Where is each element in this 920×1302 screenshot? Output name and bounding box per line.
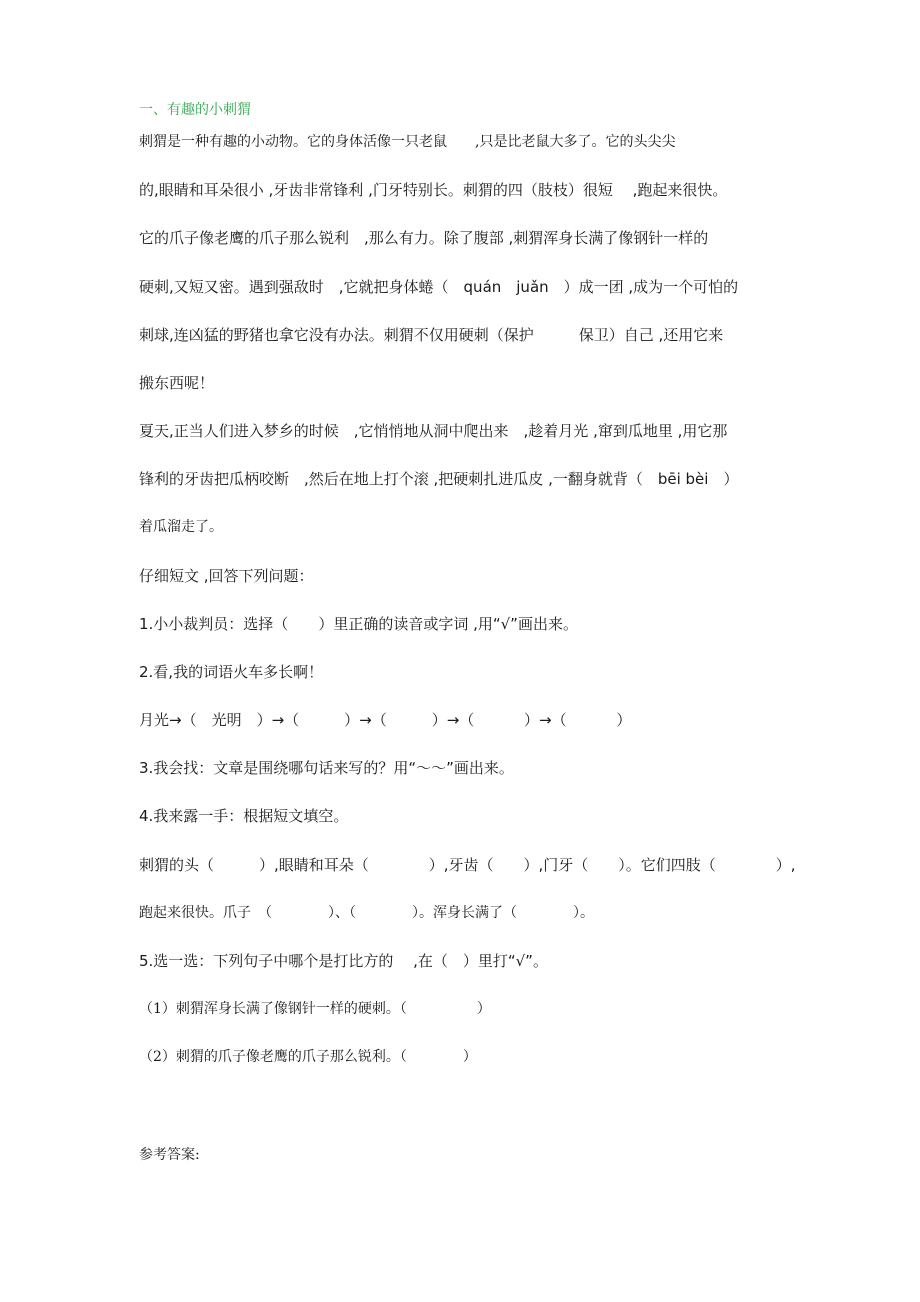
fill-blank-line: 刺猬的头（ ）,眼睛和耳朵（ ）,牙齿（ ）,门牙（ ）。它们四肢（ ）,: [139, 856, 796, 874]
fill-blank-line: 跑起来很快。爪子 （ ）、（ ）。浑身长满了（ ）。: [139, 905, 594, 921]
passage-line: 的,眼睛和耳朵很小 ,牙齿非常锋利 ,门牙特别长。刺猬的四（肢枝）很短 ,跑起来很快。: [139, 181, 728, 199]
passage-line: 锋利的牙齿把瓜柄咬断 ,然后在地上打个滚 ,把硬刺扎进瓜皮 ,一翻身就背（ bēi bèi ）: [139, 470, 739, 488]
word-chain: 月光→（ 光明 ）→（ ）→（ ）→（ ）→（ ）: [139, 711, 632, 729]
option-1: （1）刺猬浑身长满了像钢针一样的硬刺。（ ）: [139, 1001, 491, 1017]
passage-line: 着瓜溜走了。: [139, 519, 223, 535]
passage-line: 夏天,正当人们进入梦乡的时候 ,它悄悄地从洞中爬出来 ,趁着月光 ,窜到瓜地里 ,用它那: [139, 422, 728, 440]
questions-intro: 仔细短文 ,回答下列问题：: [139, 567, 314, 585]
question-4: 4.我来露一手：根据短文填空。: [139, 807, 349, 825]
passage-line: 硬刺,又短又密。遇到强敌时 ,它就把身体蜷（ quán juǎn ）成一团 ,成为一个可怕的: [139, 278, 739, 296]
answers-heading: 参考答案:: [139, 1147, 200, 1163]
passage-line: 刺球,连凶猛的野猪也拿它没有办法。刺猬不仅用硬刺（保护 保卫）自己 ,还用它来: [139, 326, 724, 344]
question-1: 1.小小裁判员：选择（ ）里正确的读音或字词 ,用“√”画出来。: [139, 615, 578, 633]
passage-line: 它的爪子像老鹰的爪子那么锐利 ,那么有力。除了腹部 ,刺猬浑身长满了像钢针一样的: [139, 229, 709, 247]
question-2: 2.看,我的词语火车多长啊！: [139, 663, 324, 681]
question-3: 3.我会找：文章是围绕哪句话来写的？用“～～”画出来。: [139, 759, 514, 777]
passage-line: 搬东西呢！: [139, 374, 215, 392]
section-title: 一、有趣的小刺猬: [139, 102, 251, 118]
passage-line: 刺猬是一种有趣的小动物。它的身体活像一只老鼠 ,只是比老鼠大多了。它的头尖尖: [139, 134, 676, 150]
option-2: （2）刺猬的爪子像老鹰的爪子那么锐利。（ ）: [139, 1049, 477, 1065]
question-5: 5.选一选：下列句子中哪个是打比方的 ,在（ ）里打“√”。: [139, 952, 548, 970]
